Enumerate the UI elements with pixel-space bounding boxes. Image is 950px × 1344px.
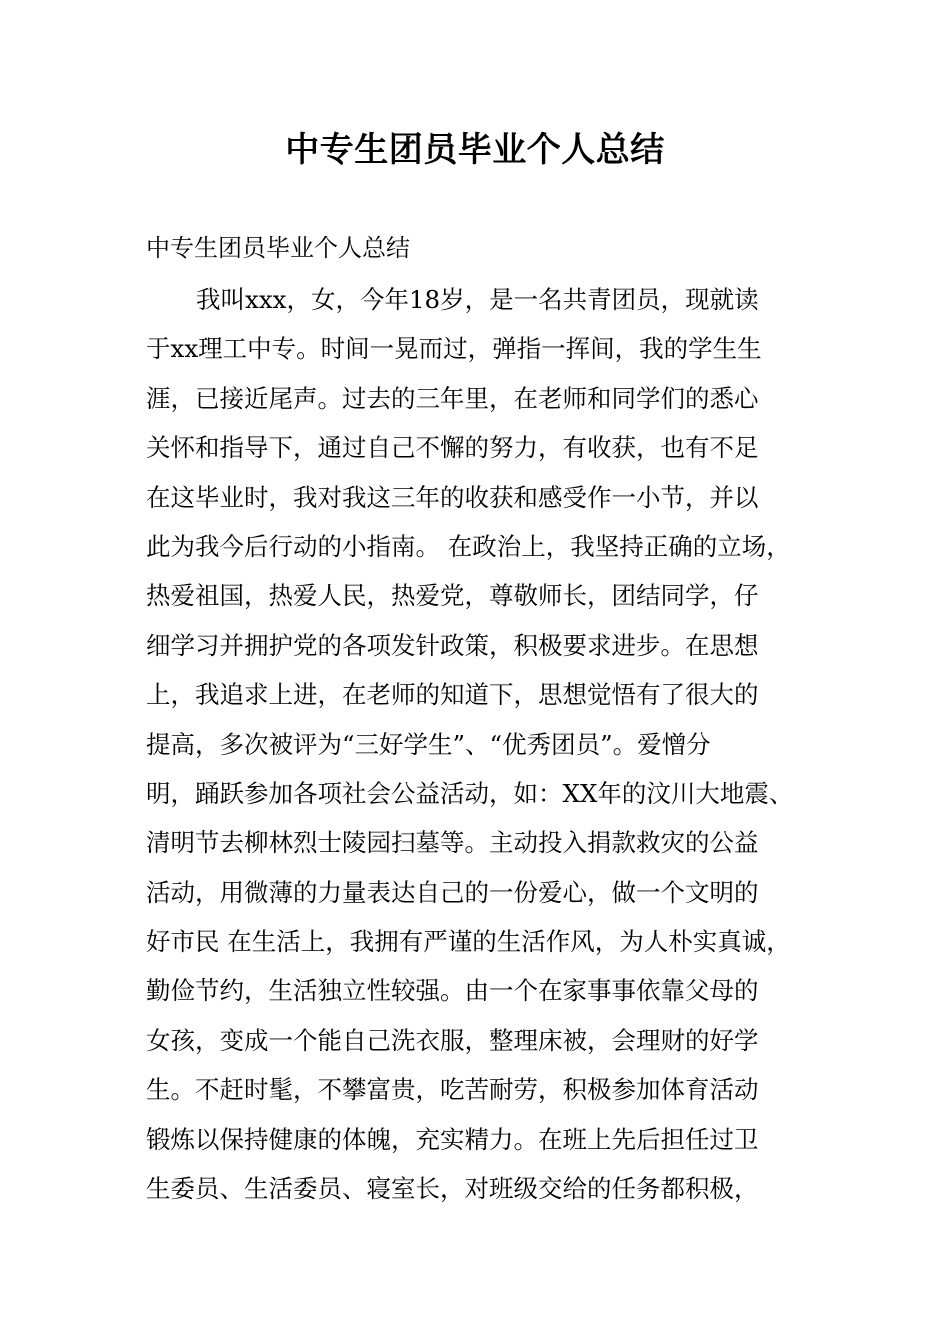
body-line: 上，我追求上进，在老师的知道下，思想觉悟有了很大的 bbox=[146, 680, 759, 710]
body-line: 热爱祖国，热爱人民，热爱党，尊敬师长，团结同学，仔 bbox=[146, 581, 759, 611]
document-title: 中专生团员毕业个人总结 bbox=[285, 130, 665, 170]
body-line: 生。不赶时髦，不攀富贵，吃苦耐劳，积极参加体育活动 bbox=[146, 1075, 759, 1105]
body-line: 于xx理工中专。时间一晃而过，弹指一挥间，我的学生生 bbox=[146, 334, 762, 364]
body-line: 女孩，变成一个能自己洗衣服，整理床被，会理财的好学 bbox=[146, 1025, 759, 1055]
body-line: 我叫xxx，女，今年18岁，是一名共青团员，现就读 bbox=[196, 285, 759, 314]
body-line: 此为我今后行动的小指南。 在政治上，我坚持正确的立场， bbox=[146, 531, 791, 561]
document-body bbox=[146, 284, 846, 1222]
body-line: 活动，用微薄的力量表达自己的一份爱心，做一个文明的 bbox=[146, 877, 759, 907]
body-line: 勤俭节约，生活独立性较强。由一个在家事事依靠父母的 bbox=[146, 976, 759, 1006]
body-line: 锻炼以保持健康的体魄，充实精力。在班上先后担任过卫 bbox=[146, 1124, 759, 1154]
body-line: 明，踊跃参加各项社会公益活动，如：XX年的汶川大地震、 bbox=[146, 778, 794, 808]
body-line: 细学习并拥护党的各项发针政策，积极要求进步。在思想 bbox=[146, 630, 759, 660]
body-line: 清明节去柳林烈士陵园扫墓等。主动投入捐款救灾的公益 bbox=[146, 828, 759, 858]
document-subtitle: 中专生团员毕业个人总结 bbox=[146, 234, 410, 262]
body-line: 提高，多次被评为“三好学生”、“优秀团员”。爱憎分 bbox=[146, 729, 711, 759]
body-line: 在这毕业时，我对我这三年的收获和感受作一小节，并以 bbox=[146, 482, 759, 512]
body-line: 生委员、生活委员、寝室长，对班级交给的任务都积极， bbox=[146, 1174, 759, 1204]
body-line: 关怀和指导下，通过自己不懈的努力，有收获，也有不足 bbox=[146, 433, 759, 463]
body-line: 涯，已接近尾声。过去的三年里，在老师和同学们的悉心 bbox=[146, 383, 759, 413]
body-line: 好市民 在生活上，我拥有严谨的生活作风，为人朴实真诚， bbox=[146, 927, 791, 957]
